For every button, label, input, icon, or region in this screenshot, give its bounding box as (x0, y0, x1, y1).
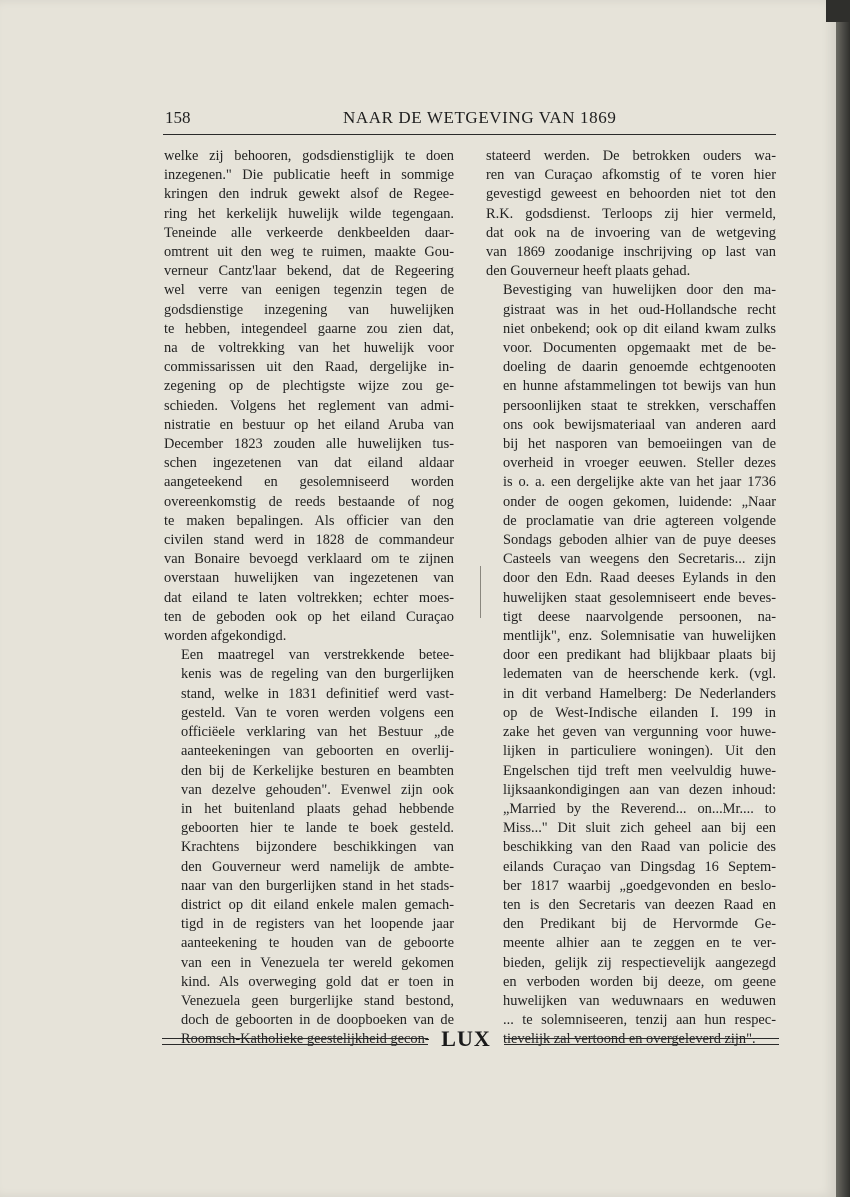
text-line: Teneinde alle verkeerde denkbeelden daar- (164, 224, 454, 241)
text-line: R.K. godsdienst. Terloops zij hier vermeld, (486, 205, 776, 222)
text-line: huwelijken staat gesolemniseert ende beves- (503, 589, 776, 606)
text-line: door den Edn. Raad deeses Eylands in den (503, 570, 776, 587)
scan-corner (826, 0, 850, 22)
text-line: ren van Curaçao afkomstig of te voren hier (486, 167, 776, 184)
text-line: ledematen van de heerschende kerk. (vgl. (503, 666, 776, 683)
text-line: Venezuela geen burgerlijke stand bestond, (181, 992, 454, 1009)
running-title: NAAR DE WETGEVING VAN 1869 (343, 108, 617, 127)
text-line: onder de oogen gekomen, luidende: „Naar (503, 493, 776, 510)
text-line: meente alhier aan te zeggen en te ver- (503, 935, 776, 952)
text-line: schieden. Volgens het reglement van admi- (164, 397, 454, 414)
text-line: ring het kerkelijk huwelijk wilde tegengaan. (164, 205, 454, 222)
text-line: en hunne afstammelingen tot bewijs van hun (503, 378, 776, 395)
text-line: aangeteekend en gesolemniseerd worden (164, 474, 454, 491)
text-line: gevestigd geweest en behoorden niet tot den (486, 186, 776, 203)
text-line: na de voltrekking van het huwelijk voor (164, 340, 454, 357)
text-line: niet onbekend; ook op dit eiland kwam zulks (503, 320, 776, 337)
text-line: doch de geboorten in de doopboeken van de (181, 1012, 454, 1029)
text-line: zegening op de plechtigste wijze zou ge- (164, 378, 454, 395)
text-line: de proclamatie van drie agtereen volgende (503, 512, 776, 529)
text-line: van dezelve gehouden". Evenwel zijn ook (181, 781, 454, 798)
text-line: bieden, gelijk zij respectievelijk aangezegd (503, 954, 776, 971)
text-line: stand, welke in 1831 definitief werd vast- (181, 685, 454, 702)
text-line: wel verre van eenigen tegenzin tegen de (164, 282, 454, 299)
text-line: mentlijk", enz. Solemnisatie van huwelijken (503, 628, 776, 645)
margin-pencil-mark (480, 566, 481, 618)
text-line: ten de geboden ook op het eiland Curaçao (164, 608, 454, 625)
text-line: beschikking van den Raad van policie des (503, 839, 776, 856)
text-line: district op dit eiland enkele malen gemach- (181, 896, 454, 913)
text-line: tigd in de registers van het loopende jaar (181, 916, 454, 933)
text-line: van 1869 zoodanige inschrijving op last van (486, 244, 776, 261)
text-line: zake het geven van vergunning voor huwe- (503, 724, 776, 741)
text-line: inzegenen." Die publicatie heeft in sommige (164, 167, 454, 184)
paragraph (164, 646, 454, 1049)
text-line: door een predikant had blijkbaar plaats bij (503, 647, 776, 664)
paragraph (164, 147, 454, 646)
text-line: eilands Curaçao van Dingsdag 16 Septem- (503, 858, 776, 875)
text-line: ber 1817 waarbij „goedgevonden en beslo- (503, 877, 776, 894)
left-column (164, 147, 454, 1050)
text-line: den Predikant bij de Hervormde Ge- (503, 916, 776, 933)
text-line: kenis was de regeling van den burgerlijken (181, 666, 454, 683)
text-line: schen ingezetenen van dat eiland aldaar (164, 455, 454, 472)
text-line: tigt deese naarvolgende persoonen, na- (503, 608, 776, 625)
text-line: Engelschen tijd treft men veelvuldig huwe- (503, 762, 776, 779)
text-line: den bij de Kerkelijke besturen en beambten (181, 762, 454, 779)
text-line: van een in Venezuela ter wereld gekomen (181, 954, 454, 971)
text-line: Bevestiging van huwelijken door den ma- (503, 282, 776, 299)
text-line: voor. Documenten opgemaakt met de be- (503, 340, 776, 357)
text-line: ten is den Secretaris van deezen Raad en (503, 896, 776, 913)
paragraph (486, 281, 776, 1049)
text-line: bij het nasporen van bemoeiingen van de (503, 436, 776, 453)
text-line: civilen stand werd in 1828 de commandeur (164, 532, 454, 549)
text-line: te hebben, integendeel gaarne zou zien dat, (164, 320, 454, 337)
text-line: overheid in vroeger eeuwen. Steller dezes (503, 455, 776, 472)
lux-logo: LUX (441, 1026, 491, 1051)
text-line: Krachtens bijzondere beschikkingen van (181, 839, 454, 856)
text-line: godsdienstige inzegening van huwelijken (164, 301, 454, 318)
text-line: den Gouverneur heeft plaats gehad. (486, 263, 691, 280)
footer-ornament (162, 1026, 779, 1054)
text-line: overeenkomstig de reeds bestaande of nog (164, 493, 454, 510)
text-line: ... te solemniseeren, tenzij aan hun respec- (503, 1012, 776, 1029)
text-line: dat eiland te laten voltrekken; echter moes- (164, 589, 454, 606)
text-line: persoonlijken staat te strekken, verschaffen (503, 397, 776, 414)
text-line: stateerd werden. De betrokken ouders wa- (486, 148, 776, 164)
text-line: commissarissen uit den Raad, dergelijke in- (164, 359, 454, 376)
scan-edge (836, 0, 850, 1197)
page-number: 158 (165, 108, 191, 127)
text-line: geboorten hier te lande te boek gesteld. (181, 820, 454, 837)
text-line: aanteekeningen van geboorten en overlij- (181, 743, 454, 760)
text-line: te maken bepalingen. Als officier van den (164, 512, 454, 529)
text-line: doeling de daarin genoemde echtgenooten (503, 359, 776, 376)
text-line: huwelijken van weduwnaars en weduwen (503, 992, 776, 1009)
text-line: aanteekening te houden van de geboorte (181, 935, 454, 952)
text-line: nistratie en bestuur op het eiland Aruba van (164, 416, 454, 433)
text-line: op de West-Indische eilanden I. 199 in (503, 704, 776, 721)
text-line: gesteld. Van te voren werden volgens een (181, 704, 454, 721)
text-line: in dit verband Hamelberg: De Nederlanders (503, 685, 776, 702)
text-line: ons ook bewijsmateriaal van anderen aard (503, 416, 776, 433)
text-line: naar van den burgerlijken stand in het stads- (181, 877, 454, 894)
text-line: overstaan huwelijken van ingezetenen van (164, 570, 454, 587)
text-line: Miss..." Dit sluit zich geheel aan bij een (503, 820, 776, 837)
footer-rule-right (504, 1038, 779, 1045)
text-line: welke zij behooren, godsdienstiglijk te doen (164, 148, 454, 164)
text-line: gistraat was in het oud-Hollandsche recht (503, 301, 776, 318)
text-line: kind. Als overweging gold dat er toen in (181, 973, 454, 990)
text-line: verneur Cantz'laar bekend, dat de Regeering (164, 263, 454, 280)
text-line: omtrent uit den weg te ruimen, maakte Gou- (164, 244, 454, 261)
footer-rule-left (162, 1038, 428, 1045)
text-line: tievelijk zal vertoond en overgeleverd zijn". (503, 1031, 756, 1048)
text-line: December 1823 zouden alle huwelijken tus- (164, 436, 454, 453)
text-line: in het buitenland plaats gehad hebbende (181, 800, 454, 817)
right-column (486, 147, 776, 1050)
text-line: Casteels van weegens den Secretaris... zijn (503, 551, 776, 568)
paragraph (486, 147, 776, 281)
text-line: dat ook na de invoering van de wetgeving (486, 224, 776, 241)
text-line: Sondags geboden alhier van de puye deeses (503, 532, 776, 549)
running-head (163, 106, 776, 135)
text-line: worden afgekondigd. (164, 628, 287, 645)
text-line: Roomsch-Katholieke geestelijkheid gecon- (181, 1031, 430, 1048)
text-line: kringen den indruk gewekt alsof de Regee- (164, 186, 454, 203)
text-line: en verboden worden bij deeze, om geene (503, 973, 776, 990)
text-line: den Gouverneur werd namelijk de ambte- (181, 858, 454, 875)
text-line: van Bonaire bevoegd verklaard om te zijnen (164, 551, 454, 568)
text-line: officiëele verklaring van het Bestuur „de (181, 724, 454, 741)
text-line: Een maatregel van verstrekkende betee- (181, 647, 454, 664)
text-line: „Married by the Reverend... on...Mr.... to (503, 800, 776, 817)
text-line: lijksaankondigingen aan van dezen inhoud: (503, 781, 776, 798)
text-line: is o. a. een dergelijke akte van het jaar 1736 (503, 474, 776, 491)
text-line: lijken in particuliere woningen). Uit den (503, 743, 776, 760)
